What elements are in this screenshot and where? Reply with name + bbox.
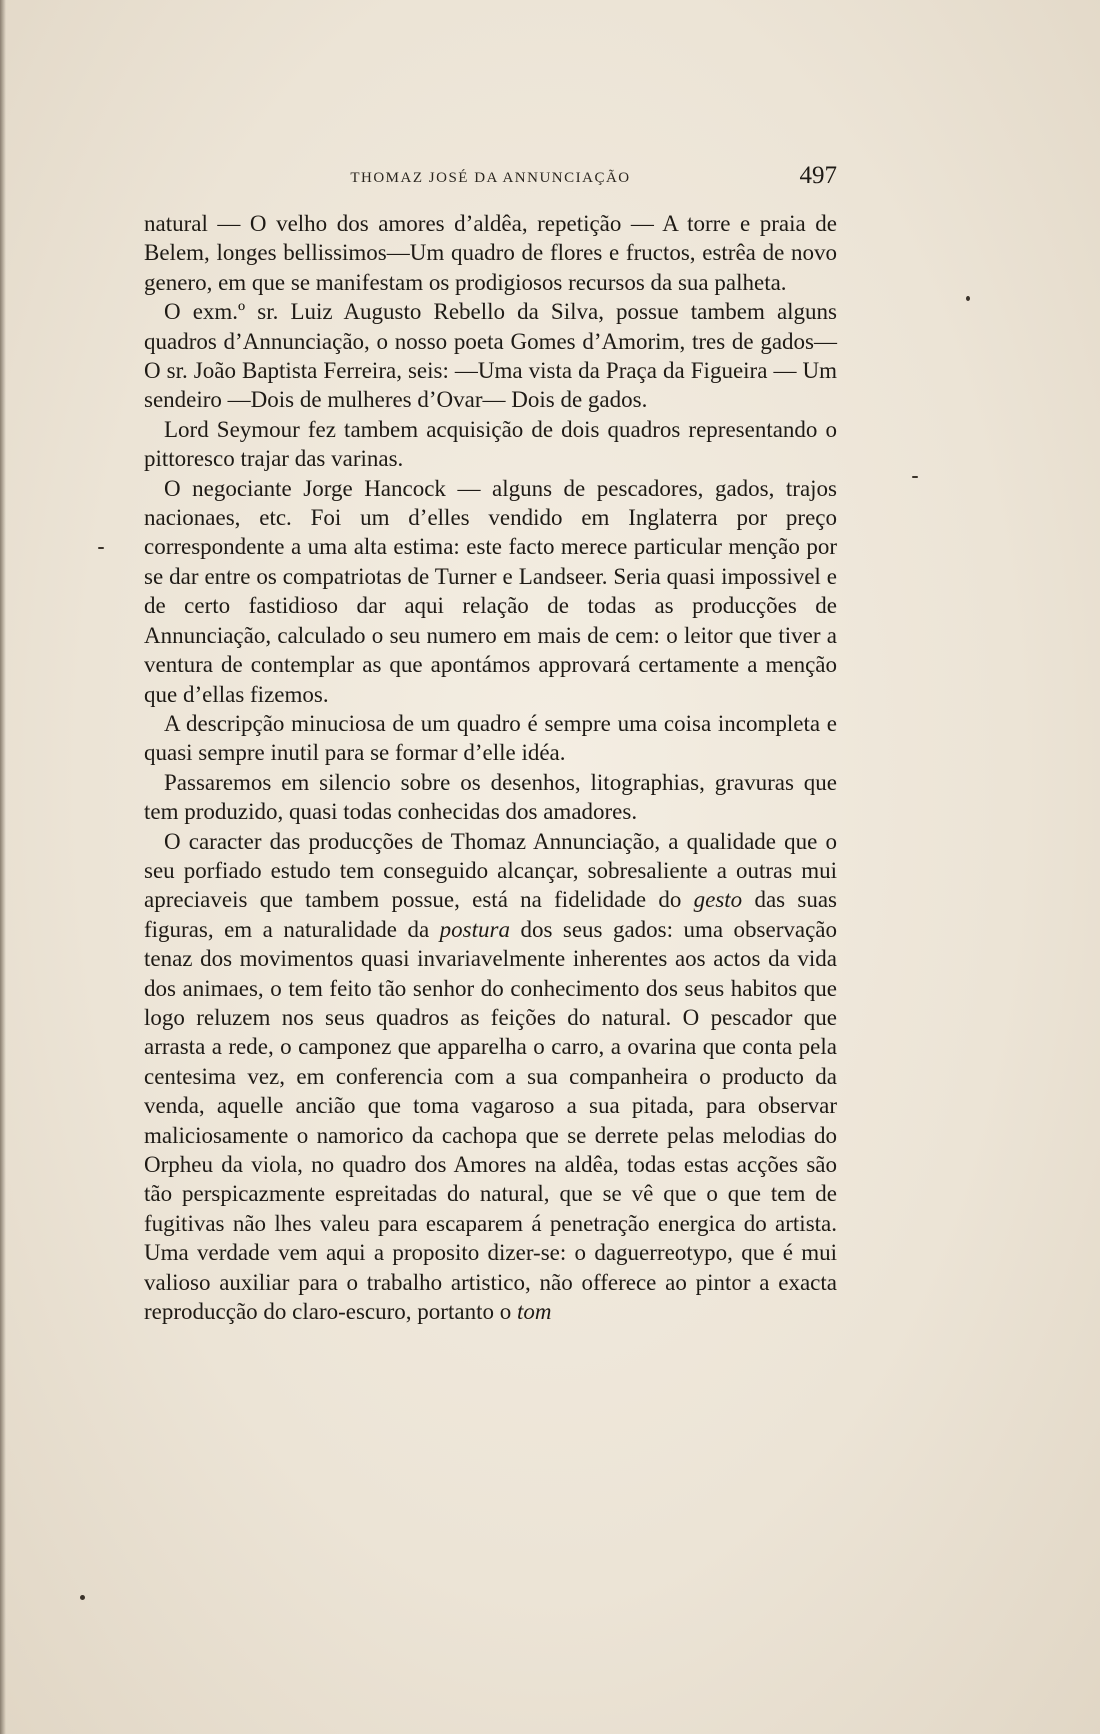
paragraph-4: O negociante Jorge Hancock — alguns de pescadores, gados, trajos nacionaes, etc. Foi um d’elles vendido em Inglaterra por preço correspondente a uma alta estima: este facto merece particular menção por se dar entre os compatriotas de Turner e Landseer. Seria quasi impossivel e de certo fastidioso dar aqui relação de todas as producções de Annunciação, calculado o seu numero em mais de cem: o leitor que tiver a ventura de contemplar as que apontámos approvará certamente a menção que d’ellas fizemos. [144,475,837,707]
paper-speck [912,476,918,478]
italic-tom: tom [516,1299,552,1325]
paragraph-5: A descripção minuciosa de um quadro é sempre uma coisa incompleta e quasi sempre inutil para se formar d’elle idéa. [144,710,837,766]
paper-speck [98,547,104,549]
paragraph-6: Passaremos em silencio sobre os desenhos, litographias, gravuras que tem produzido, quasi todas conhecidas dos amadores. [144,769,837,825]
paragraph-3: Lord Seymour fez tambem acquisição de dois quadros representando o pittoresco trajar das varinas. [144,416,837,472]
body-text [144,209,837,1326]
page-header [144,162,837,196]
paragraph-2: O exm.º sr. Luiz Augusto Rebello da Silva, possue tambem alguns quadros d’Annunciação, o nosso poeta Gomes d’Amorim, tres de gados— O sr. João Baptista Ferreira, seis: —Uma vista da Praça da Figueira — Um sendeiro —Dois de mulheres d’Ovar— Dois de gados. [144,299,837,413]
paper-speck [80,1595,85,1600]
paragraph-1: natural — O velho dos amores d’aldêa, repetição — A torre e praia de Belem, longes bellissimos—Um quadro de flores e fructos, estrêa de novo genero, em que se manifestam os prodigiosos recursos da sua palheta. [144,211,837,295]
paragraph-7-part-1: O caracter das producções de Thomaz Annunciação, a qualidade que o seu porfiado estudo tem conseguido alcançar, sobresaliente a outras mui apreciaveis que tambem possue, está na fidelidade do [144,828,837,913]
page-number: 497 [799,162,837,189]
paragraph-7-part-3: dos seus gados: uma observação tenaz dos movimentos quasi invariavelmente inherentes aos actos da vida dos animaes, o tem feito tão senhor do conhecimento dos seus habitos que logo reluzem nos seus quadros as feições do natural. O pescador que arrasta a rede, o camponez que apparelha o carro, a ovarina que conta pela centesima vez, em conferencia com a sua companheira o producto da venda, aquelle ancião que toma vagaroso a sua pitada, para observar maliciosamente o namorico da cachopa que se derrete pelas melodias do Orpheu da viola, no quadro dos Amores na aldêa, todas estas acções são tão perspicazmente espreitadas do natural, que se vê que o que tem de fugitivas não lhes valeu para escaparem á penetração energica do artista. Uma verdade vem aqui a proposito dizer-se: o daguerreotypo, que é mui valioso auxiliar para o trabalho artistico, não offerece ao pintor a exacta reproducção do claro-escuro, portanto o [144,916,837,1325]
italic-postura: postura [439,916,510,942]
paragraph-7 [144,827,837,1327]
paper-speck [966,296,970,301]
paragraph-7-part-2: das suas figuras, em a naturalidade da [144,887,837,942]
page-edge-shadow [0,0,6,1734]
italic-gesto: gesto [693,887,743,913]
running-title: THOMAZ JOSÉ DA ANNUNCIAÇÃO [350,170,631,186]
